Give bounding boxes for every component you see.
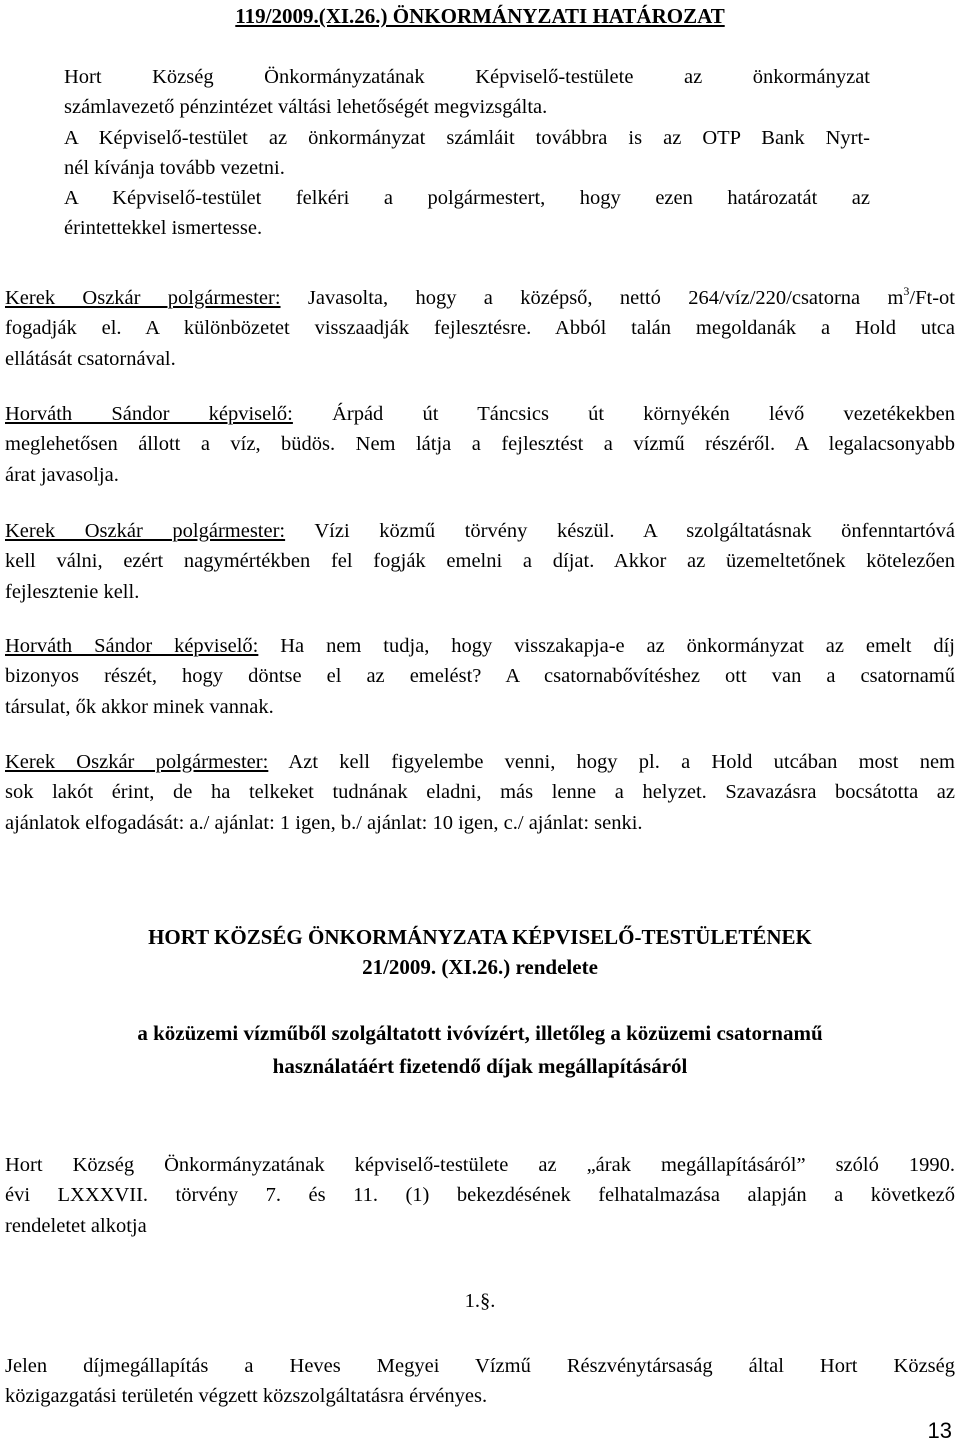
preamble-line: évi LXXXVII. törvény 7. és 11. (1) bekezdésének felhatalmazása alapján a következő [5, 1184, 955, 1207]
discussion-entry [5, 747, 955, 838]
resolution-line: A Képviselő-testület az önkormányzat számláit továbbra is az OTP Bank Nyrt- [64, 126, 870, 149]
entry-text: Azt kell figyelembe venni, hogy pl. a Hold utcában most nem [268, 751, 955, 773]
speaker-name: Kerek Oszkár polgármester: [5, 751, 269, 773]
speaker-name: Horváth Sándor képviselő: [5, 403, 293, 425]
resolution-text [64, 62, 870, 244]
entry-line: fejlesztenie kell. [5, 580, 140, 603]
discussion-entry [5, 399, 955, 490]
decree-subject: a közüzemi vízműből szolgáltatott ivóvízért, illetőleg a közüzemi csatornamű [137, 1021, 823, 1045]
speaker-name: Horváth Sándor képviselő: [5, 635, 259, 657]
entry-line: ajánlatok elfogadását: a./ ajánlat: 1 igen, b./ ajánlat: 10 igen, c./ ajánlat: senki. [5, 811, 643, 834]
speaker-name: Kerek Oszkár polgármester: [5, 520, 286, 542]
entry-line [5, 516, 955, 546]
resolution-line: nél kívánja tovább vezetni. [64, 156, 285, 179]
entry-line: ellátását csatornával. [5, 347, 176, 370]
preamble-line: Hort Község Önkormányzatának képviselő-testülete az „árak megállapításáról” szóló 1990. [5, 1154, 955, 1176]
entry-line: bizonyos részét, hogy döntse el az emelést? A csatornabővítéshez ott van a csatornamű [5, 665, 955, 688]
resolution-line: Hort Község Önkormányzatának Képviselő-testülete az önkormányzat [64, 66, 870, 88]
section-line: közigazgatási területén végzett közszolgáltatásra érvényes. [5, 1385, 488, 1408]
entry-line [5, 747, 955, 777]
section-number: 1.§. [464, 1290, 496, 1312]
decree-heading: HORT KÖZSÉG ÖNKORMÁNYZATA KÉPVISELŐ-TESTÜLETÉNEK [148, 925, 812, 949]
entry-line [5, 399, 955, 429]
entry-text: Ha nem tudja, hogy visszakapja-e az önkormányzat az emelt díj [258, 635, 955, 657]
entry-line: árat javasolja. [5, 463, 119, 486]
resolution-title [0, 2, 960, 30]
entry-line [5, 631, 955, 661]
decree-number: 21/2009. (XI.26.) rendelete [362, 955, 598, 979]
resolution-title-text: 119/2009.(XI.26.) ÖNKORMÁNYZATI HATÁROZAT [235, 4, 725, 28]
resolution-line: érintettekkel ismertesse. [64, 217, 263, 240]
decree-preamble [5, 1150, 955, 1241]
discussion-entry [5, 631, 955, 722]
page-number: 13 [927, 1418, 952, 1443]
resolution-line: A Képviselő-testület felkéri a polgármestert, hogy ezen határozatát az [64, 187, 870, 210]
discussion-entry [5, 516, 955, 607]
speaker-name: Kerek Oszkár polgármester: [5, 287, 281, 309]
entry-line: meglehetősen állott a víz, büdös. Nem látja a fejlesztést a vízmű részéről. A legalacsonyabb [5, 433, 955, 456]
decree-subject: használatáért fizetendő díjak megállapításáról [272, 1054, 688, 1078]
entry-text: Árpád út Táncsics út környékén lévő vezetékekben [292, 403, 955, 425]
entry-line [5, 283, 955, 313]
entry-line: társulat, ők akkor minek vannak. [5, 695, 274, 718]
discussion-entry [5, 283, 955, 374]
entry-line: sok lakót érint, de ha telkeket tudnának eladni, más lenne a helyzet. Szavazásra bocsátotta az [5, 781, 955, 804]
entry-line: kell válni, ezért nagymértékben fel fogják emelni a díjat. Akkor az üzemeltetőnek kötelezően [5, 550, 955, 573]
entry-line: fogadják el. A különbözetet visszaadják fejlesztésre. Abból talán megoldanák a Hold utca [5, 317, 955, 340]
entry-text: Vízi közmű törvény készül. A szolgáltatásnak önfenntartóvá [285, 520, 955, 542]
superscript: 3 [903, 284, 910, 298]
entry-text: /Ft-ot [909, 287, 955, 309]
entry-text: Javasolta, hogy a középső, nettó 264/víz/220/csatorna m [280, 287, 904, 309]
preamble-line: rendeletet alkotja [5, 1214, 147, 1237]
section-line: Jelen díjmegállapítás a Heves Megyei Vízmű Részvénytársaság által Hort Község [5, 1355, 955, 1377]
section-text [5, 1351, 955, 1412]
resolution-line: számlavezető pénzintézet váltási lehetőségét megvizsgálta. [64, 96, 548, 119]
